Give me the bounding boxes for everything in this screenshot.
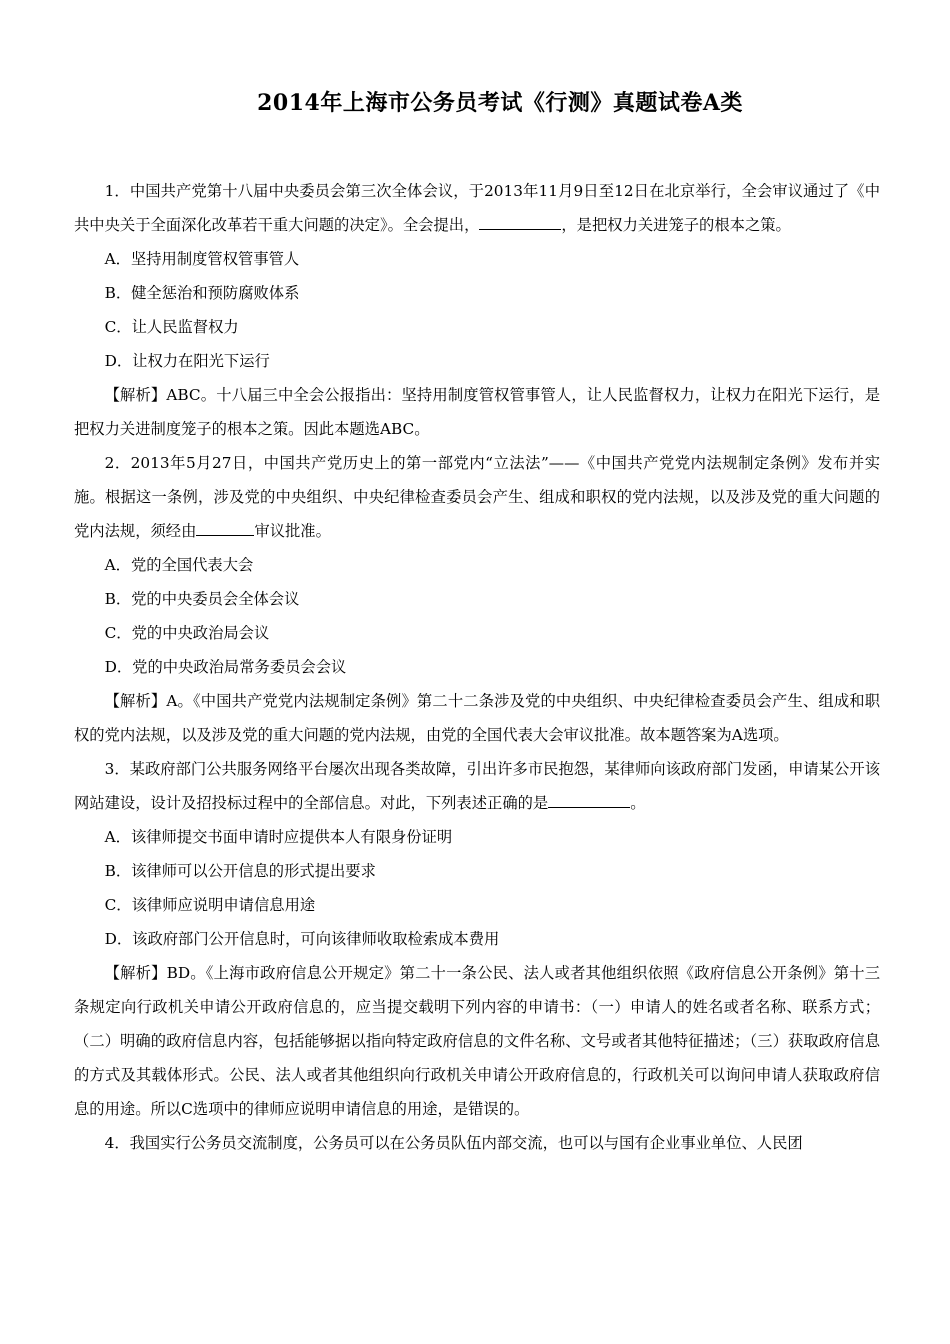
answer-blank: [548, 787, 630, 808]
question-2-stem: 2．2013年5月27日，中国共产党历史上的第一部党内“立法法”——《中国共产党党内法规制定条例》发布并实施。根据这一条例，涉及党的中央组织、中央纪律检查委员会产生、组成和职权的党内法规，以及涉及党的重大问题的党内法规，须经由 审议批准。: [74, 454, 880, 540]
question-2-analysis: 【解析】A。《中国共产党党内法规制定条例》第二十二条涉及党的中央组织、中央纪律检查委员会产生、组成和职权的党内法规，以及涉及党的重大问题的党内法规，由党的全国代表大会审议批准。故本题答案为A选项。: [74, 692, 880, 744]
question-1-option-b: B．健全惩治和预防腐败体系: [104, 284, 300, 302]
question-4-stem: 4．我国实行公务员交流制度，公务员可以在公务员队伍内部交流，也可以与国有企业事业单位、人民团: [104, 1134, 803, 1152]
question-1-stem: 1．中国共产党第十八届中央委员会第三次全体会议，于2013年11月9日至12日在北京举行，全会审议通过了《中共中央关于全面深化改革若干重大问题的决定》。全会提出， ，是把权力关进笼子的根本之策。: [74, 182, 880, 234]
answer-blank: [196, 515, 254, 536]
document-body: [74, 174, 880, 1160]
answer-blank: [479, 209, 561, 230]
question-2-option-b: B．党的中央委员会全体会议: [104, 590, 300, 608]
question-2-option-d: D．党的中央政治局常务委员会会议: [104, 658, 347, 676]
question-3-option-b: B．该律师可以公开信息的形式提出要求: [104, 862, 376, 880]
question-3-analysis: 【解析】BD。《上海市政府信息公开规定》第二十一条公民、法人或者其他组织依照《政府信息公开条例》第十三条规定向行政机关申请公开政府信息的，应当提交载明下列内容的申请书：（一）申请人的姓名或者名称、联系方式；（二）明确的政府信息内容，包括能够据以指向特定政府信息的文件名称、文号或者其他特征描述；（三）获取政府信息的方式及其载体形式。公民、法人或者其他组织向行政机关申请公开政府信息的，行政机关可以询问申请人获取政府信息的用途。所以C选项中的律师应说明申请信息的用途，是错误的。: [74, 964, 880, 1118]
question-3-option-c: C．该律师应说明申请信息用途: [104, 896, 316, 914]
question-1-option-a: A．坚持用制度管权管事管人: [104, 250, 300, 268]
question-1-option-d: D．让权力在阳光下运行: [104, 352, 270, 370]
question-3-option-d: D．该政府部门公开信息时，可向该律师收取检索成本费用: [104, 930, 500, 948]
question-2-option-c: C．党的中央政治局会议: [104, 624, 270, 642]
question-2-option-a: A．党的全国代表大会: [104, 556, 254, 574]
question-1-analysis: 【解析】ABC。十八届三中全会公报指出：坚持用制度管权管事管人，让人民监督权力，让权力在阳光下运行，是把权力关进制度笼子的根本之策。因此本题选ABC。: [74, 386, 880, 438]
page-title: 2014年上海市公务员考试《行测》真题试卷A类: [257, 90, 743, 116]
question-1-option-c: C．让人民监督权力: [104, 318, 239, 336]
question-3-option-a: A．该律师提交书面申请时应提供本人有限身份证明: [104, 828, 453, 846]
question-3-stem: 3．某政府部门公共服务网络平台屡次出现各类故障，引出许多市民抱怨，某律师向该政府部门发函，申请某公开该网站建设，设计及招投标过程中的全部信息。对此，下列表述正确的是 。: [74, 760, 880, 812]
